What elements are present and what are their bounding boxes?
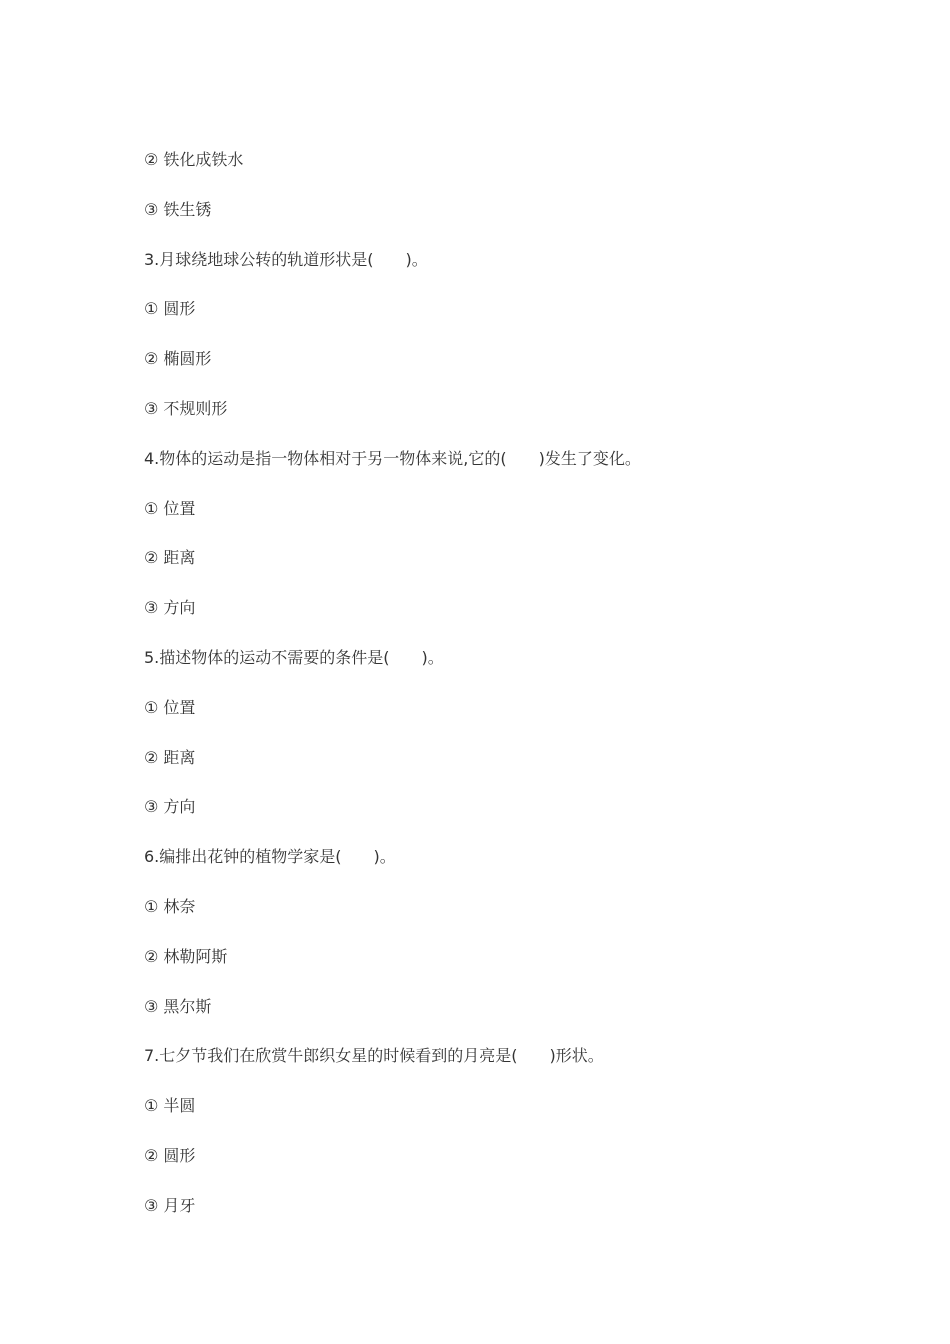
question-5: 5.描述物体的运动不需要的条件是( )。 [144, 647, 444, 667]
option-7-3: ③ 月牙 [144, 1195, 196, 1215]
option-5-2: ② 距离 [144, 747, 196, 767]
option-2-2: ③ 铁生锈 [144, 199, 212, 219]
option-4-1: ① 位置 [144, 498, 196, 518]
question-3: 3.月球绕地球公转的轨道形状是( )。 [144, 249, 428, 269]
option-7-2: ② 圆形 [144, 1145, 196, 1165]
question-6: 6.编排出花钟的植物学家是( )。 [144, 847, 396, 867]
option-6-3: ③ 黑尔斯 [144, 996, 212, 1016]
option-6-2: ② 林勒阿斯 [144, 946, 228, 966]
question-7: 7.七夕节我们在欣赏牛郎织女星的时候看到的月亮是( )形状。 [144, 1046, 604, 1066]
option-2-1: ② 铁化成铁水 [144, 150, 244, 169]
question-4: 4.物体的运动是指一物体相对于另一物体来说,它的( )发生了变化。 [144, 448, 641, 468]
option-4-2: ② 距离 [144, 548, 196, 568]
option-3-2: ② 椭圆形 [144, 349, 212, 369]
option-5-3: ③ 方向 [144, 797, 196, 817]
option-6-1: ① 林奈 [144, 896, 196, 916]
option-3-1: ① 圆形 [144, 299, 196, 319]
option-7-1: ① 半圆 [144, 1096, 196, 1116]
question-list [144, 148, 864, 1244]
option-5-1: ① 位置 [144, 697, 196, 717]
option-3-3: ③ 不规则形 [144, 398, 228, 418]
option-4-3: ③ 方向 [144, 598, 196, 618]
